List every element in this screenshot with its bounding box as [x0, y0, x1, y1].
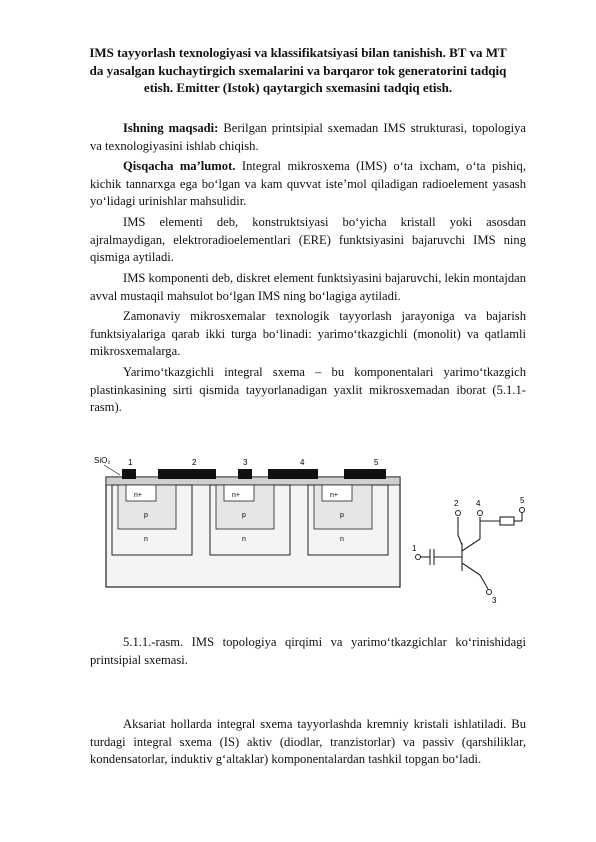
figure-caption: 5.1.1.-rasm. IMS topologiya qirqimi va yarimo‘tkazgichlar ko‘rinishidagi printsipial sxemasi. [90, 635, 526, 667]
schematic-number-3: 3 [492, 596, 497, 605]
goal-text: Berilgan printsipial sxemadan IMS strukturasi, topologiya va texnologiyasini ishlab chiqish. [90, 121, 526, 153]
document-title: IMS tayyorlash texnologiyasi va klassifikatsiyasi bilan tanishish. BT va MT da yasalgan kuchaytirgich sxemalarini va barqaror tok generatorini tadqiq etish. Emitter (Istok) qaytargich sxemasini tadqiq etish. [89, 45, 507, 95]
figure-ims-cross-section [88, 455, 548, 615]
section-number-5: 5 [374, 458, 379, 467]
transistor-schematic [420, 513, 522, 589]
goal-lead: Ishning maqsadi: [123, 121, 219, 135]
paragraph-silicon: Aksariat hollarda integral sxema tayyorlashda kremniy kristali ishlatiladi. Bu turdagi integral sxema (IS) aktiv (diodlar, tranzistorlar) va passiv (qarshiliklar, kondensatorlar, induktiv g‘altaklar) komponentalardan tashkil topgan bo‘ladi. [90, 717, 526, 767]
summary-text: Integral mikrosxema (IMS) o‘ta ixcham, o‘ta pishiq, kichik tannarxga ega bo‘lgan va kam quvvat iste’mol qiladigan radioelement yasash yo‘lidagi urinishlar mahsulidir. [90, 159, 526, 209]
n-label-2: n [242, 536, 246, 543]
p-label-3: p [340, 512, 344, 519]
n-label-3: n [340, 536, 344, 543]
schematic-terminals [416, 508, 525, 595]
schematic-number-5: 5 [520, 496, 525, 505]
paragraph-element: IMS elementi deb, konstruktsiyasi bo‘yicha kristall yoki asosdan ajralmaydigan, elektroradioelementlari (ERE) funktsiyasini bajaruvchi IMS ning qismiga aytiladi. [90, 215, 526, 265]
paragraph-types: Zamonaviy mikrosxemalar texnologik tayyorlash jarayoniga va bajarish funktsiyalariga qarab ikki turga bo‘linadi: yarimo‘tkazgichli (monolit) va qatlamli mikrosxemalarga. [90, 309, 526, 359]
paragraph-semiconductor: Yarimo‘tkazgichli integral sxema – bu komponentalari yarimo‘tkazgich plastinkasining sirti qismida tayyorlanadigan yaxlit mikrosxemadan iborat (5.1.1-rasm). [90, 365, 526, 415]
section-number-1: 1 [128, 458, 133, 467]
summary-lead: Qisqacha ma’lumot. [123, 159, 236, 173]
p-label-2: p [242, 512, 246, 519]
nplus-label-3: n+ [330, 492, 338, 499]
paragraph-component: IMS komponenti deb, diskret element funktsiyasini bajaruvchi, lekin montajdan avval mustaqil mahsulot bo‘lgan IMS ning bo‘lagiga aytiladi. [90, 271, 526, 303]
paragraph-summary [90, 158, 526, 211]
schematic-number-1: 1 [412, 544, 417, 553]
p-label-1: p [144, 512, 148, 519]
section-number-3: 3 [243, 458, 248, 467]
nplus-label-2: n+ [232, 492, 240, 499]
nplus-label-1: n+ [134, 492, 142, 499]
sio2-label: SiO₂ [94, 456, 111, 465]
section-number-4: 4 [300, 458, 305, 467]
paragraph-goal [90, 120, 526, 155]
n-label-1: n [144, 536, 148, 543]
schematic-number-2: 2 [454, 499, 459, 508]
section-number-2: 2 [192, 458, 197, 467]
schematic-number-4: 4 [476, 499, 481, 508]
